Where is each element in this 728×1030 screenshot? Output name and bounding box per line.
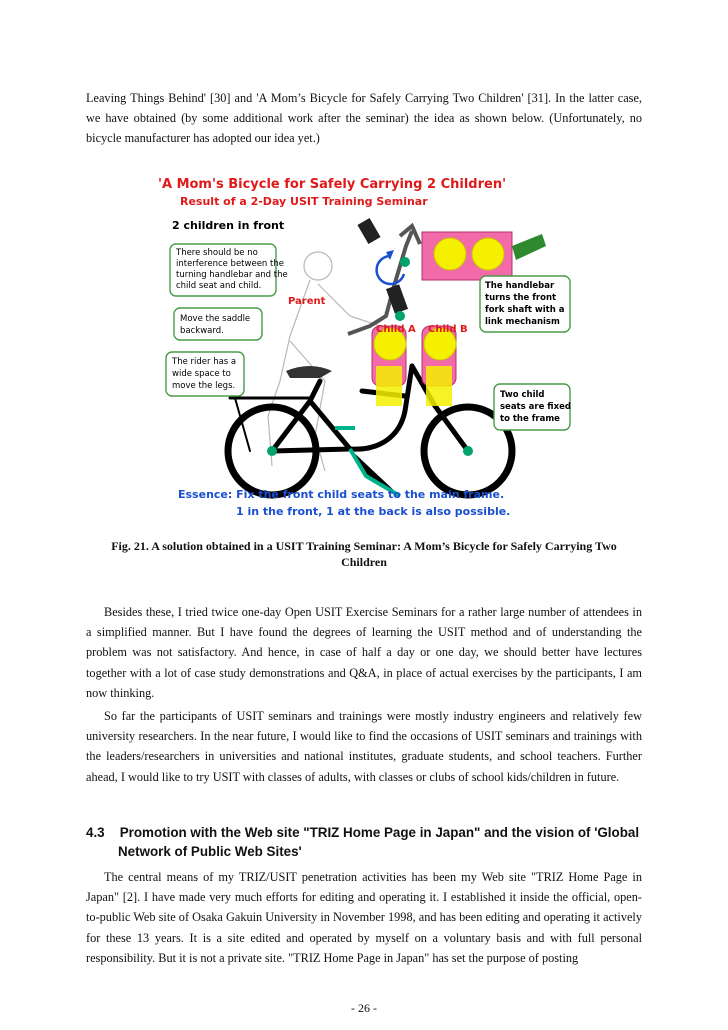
- page-number: - 26 -: [351, 1001, 377, 1015]
- svg-text:fork shaft with a: fork shaft with a: [485, 305, 565, 315]
- child-seat-a: [372, 326, 406, 406]
- figure-subtitle: Result of a 2-Day USIT Training Seminar: [180, 195, 428, 208]
- svg-text:There should be no: There should be no: [176, 248, 258, 258]
- label-child-a: Child A: [376, 324, 416, 335]
- svg-text:to the frame: to the frame: [500, 414, 560, 424]
- svg-text:wide space to: wide space to: [172, 369, 231, 379]
- figure-caption: [86, 538, 642, 570]
- callout-saddle: [174, 308, 262, 340]
- essence-line-2: 1 in the front, 1 at the back is also possible.: [236, 505, 511, 518]
- callout-handlebar: [480, 276, 570, 332]
- svg-text:interference between the: interference between the: [176, 259, 284, 269]
- callout-rider: [166, 352, 244, 396]
- callout-interference: [170, 244, 288, 296]
- svg-text:Two child: Two child: [500, 390, 545, 400]
- callout-seats: [494, 384, 571, 430]
- bicycle-figure: [150, 166, 574, 526]
- section-title-line-1: Promotion with the Web site "TRIZ Home Page in Japan" and the vision of 'Global: [119, 825, 640, 840]
- section-number: 4.3: [86, 825, 105, 840]
- svg-text:move the legs.: move the legs.: [172, 381, 236, 391]
- svg-text:backward.: backward.: [180, 326, 224, 336]
- section-title-line-2: Network of Public Web Sites': [118, 844, 302, 859]
- figure-subheading: 2 children in front: [172, 219, 285, 232]
- svg-text:Move the saddle: Move the saddle: [180, 314, 251, 324]
- svg-text:seats are fixed: seats are fixed: [500, 402, 571, 412]
- intro-paragraph: Leaving Things Behind' [30] and 'A Mom’s Bicycle for Safely Carrying Two Children' [31]. In the latter case, we have obtained (by some additional work after the seminar) the idea as shown below. (Unfortunately, no bicycle manufacturer has adopted our idea yet.): [86, 91, 642, 146]
- svg-text:The handlebar: The handlebar: [485, 281, 555, 291]
- svg-text:The rider has a: The rider has a: [172, 357, 237, 367]
- svg-text:turning handlebar and the: turning handlebar and the: [176, 270, 288, 280]
- paragraph-3: So far the participants of USIT seminars and trainings were mostly industry engineers and relatively few university researchers. In the near future, I would like to find the occasions of USIT seminars and trainings with the leaders/researchers in universities and national institutes, graduate students, and school teachers. Further ahead, I would like to try USIT with classes of adults, with classes or clubs of school kids/children in future.: [86, 709, 642, 784]
- section-heading: [86, 823, 656, 861]
- paragraph-2: Besides these, I tried twice one-day Open USIT Exercise Seminars for a rather large number of attendees in a simplified manner. But I have found the degrees of learning the USIT method and of understanding the problem was not satisfactory. And hence, in case of half a day or one day, we should better have lectures together with a lot of case study demonstrations and Q&A, in place of actual exercises by the participants, I am now thinking.: [86, 605, 642, 700]
- figure-title: 'A Mom's Bicycle for Safely Carrying 2 Children': [158, 177, 507, 192]
- caption-line-1: Fig. 21. A solution obtained in a USIT Training Seminar: A Mom’s Bicycle for Safely Carrying Two: [111, 539, 617, 553]
- label-child-b: Child B: [428, 324, 468, 335]
- svg-text:link mechanism: link mechanism: [485, 317, 560, 327]
- svg-text:child seat and child.: child seat and child.: [176, 281, 262, 291]
- svg-text:turns the front: turns the front: [485, 293, 557, 303]
- essence-line-1: Essence: Fix the front child seats to the main frame.: [178, 488, 505, 501]
- caption-line-2: Children: [341, 555, 387, 569]
- child-seat-b: [422, 326, 456, 406]
- paragraph-4: The central means of my TRIZ/USIT penetration activities has been my Web site "TRIZ Home Page in Japan" [2]. I have made very much efforts for editing and operating it. I established it inside the official, open-to-public Web site of Osaka Gakuin University in November 1998, and has been editing and operating it actively for these 13 years. It is a site edited and operated by myself on a voluntary basis and with full personal responsibility. But it is not a private site. "TRIZ Home Page in Japan" has set the purpose of posting: [86, 870, 642, 965]
- label-parent: Parent: [288, 296, 326, 307]
